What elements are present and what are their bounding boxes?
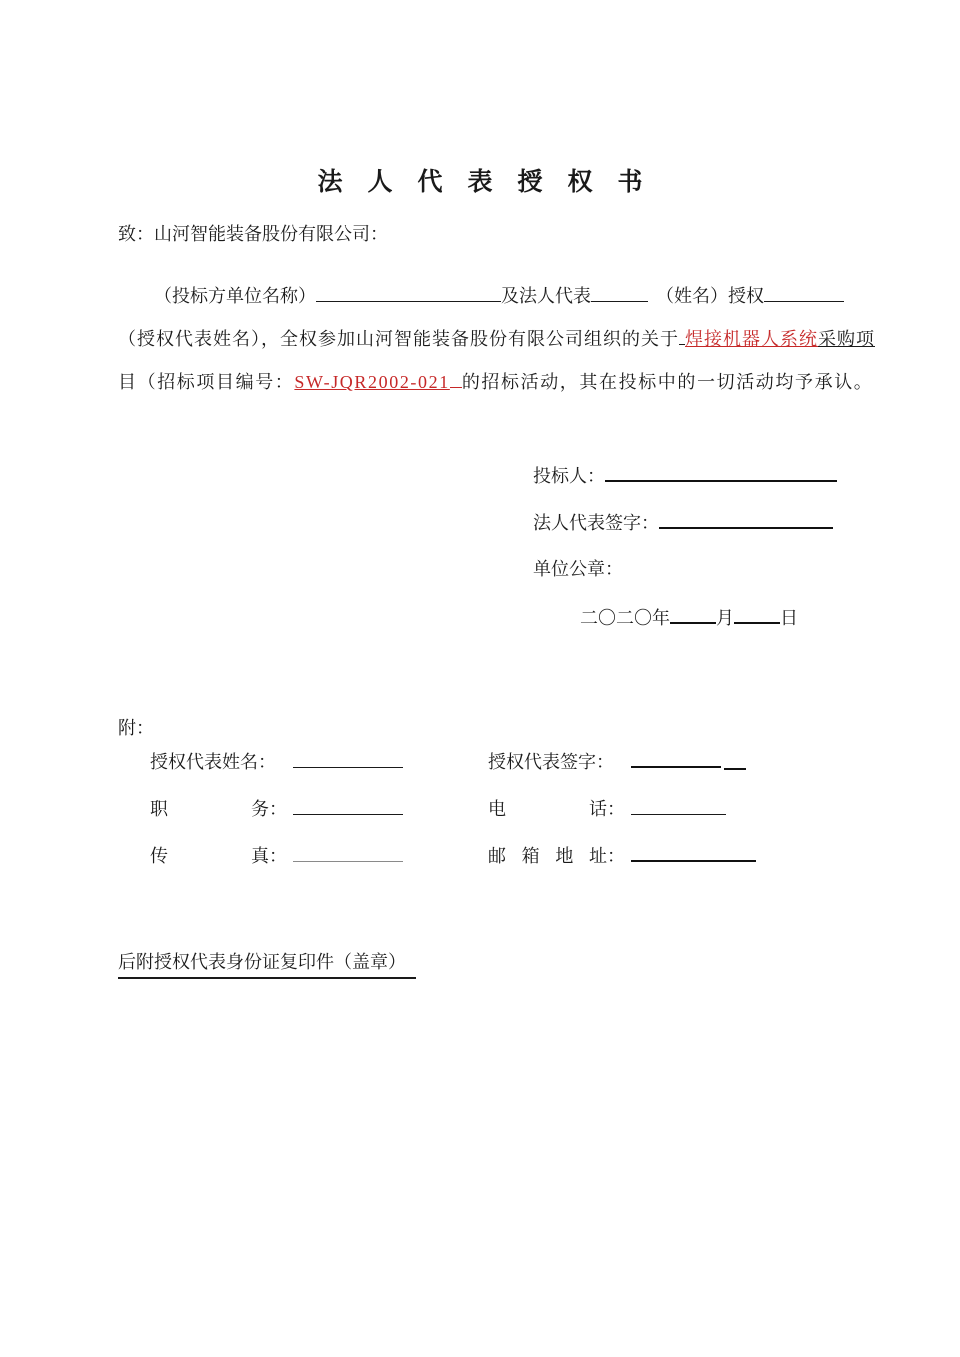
blank-day	[734, 607, 780, 624]
blank-authorized-rep-name	[764, 286, 844, 302]
salutation-line: 致：山河智能装备股份有限公司：	[118, 224, 388, 244]
blank-legal-rep-signature	[659, 512, 833, 529]
field-rep-signature	[488, 748, 746, 774]
blank-month	[670, 607, 716, 624]
date-year-text: 二〇二〇年	[580, 608, 670, 628]
blank-phone	[631, 799, 726, 815]
position-label	[150, 795, 287, 821]
blank-rep-signature-segment	[724, 753, 746, 770]
blank-bidder-company-name	[316, 286, 501, 302]
body-paragraph	[118, 275, 875, 404]
company-seal-label: 单位公章：	[533, 559, 623, 579]
blank-rep-signature	[631, 751, 721, 768]
blank-legal-rep-name	[591, 286, 648, 302]
fax-label-char: 真：	[251, 846, 287, 866]
fax-label-char: 传	[150, 846, 168, 866]
legal-rep-signature-label: 法人代表签字：	[533, 513, 659, 533]
phone-label-char: 电	[488, 799, 506, 819]
phone-label-char: 话：	[589, 799, 625, 819]
rep-name-label: 授权代表姓名：	[150, 752, 276, 772]
bidder-signature-row	[533, 462, 837, 488]
date-month-text: 月	[716, 608, 734, 628]
date-day-text: 日	[780, 608, 798, 628]
blank-position	[293, 799, 403, 815]
date-line	[580, 604, 798, 630]
body-text-run: 及法人代表	[501, 286, 591, 306]
project-number-highlight: SW-JQR2002-021	[294, 372, 450, 392]
blank-fax	[293, 846, 403, 862]
bidder-label: 投标人：	[533, 466, 605, 486]
email-label	[488, 842, 625, 868]
footer-note: 后附授权代表身份证复印件（盖章）	[118, 948, 416, 979]
body-text-run: （授权代表姓名），全权参加山河智能装备股份有限公司组织的关于	[118, 329, 679, 349]
underline-trail-segment	[450, 372, 462, 388]
body-text-run: 目（招标项目编号：	[118, 372, 295, 392]
body-text-run-underlined: 采购项	[818, 329, 875, 349]
fax-label	[150, 842, 287, 868]
blank-email	[631, 845, 756, 862]
field-rep-name	[150, 748, 403, 774]
email-label-char: 地	[555, 846, 574, 866]
blank-bidder-signature	[605, 465, 837, 482]
body-line-3	[118, 361, 874, 404]
email-label-char: 邮	[488, 846, 506, 866]
phone-label	[488, 795, 625, 821]
position-label-char: 务：	[251, 799, 287, 819]
body-text-run: （投标方单位名称）	[154, 286, 316, 306]
project-name-highlight: 焊接机器人系统	[685, 329, 818, 349]
email-label-char: 址：	[588, 846, 625, 866]
email-label-char: 箱	[521, 846, 540, 866]
position-label-char: 职	[150, 799, 168, 819]
company-seal-row	[533, 555, 623, 581]
attachment-heading: 附：	[118, 718, 154, 738]
body-text-run: 的招标活动，其在投标中的一切活动均予承认。	[461, 372, 874, 392]
body-text-run: （姓名）授权	[656, 286, 764, 306]
field-phone	[488, 795, 726, 821]
field-email	[488, 842, 756, 868]
field-fax	[150, 842, 403, 868]
blank-rep-name	[293, 752, 403, 768]
field-position	[150, 795, 403, 821]
rep-signature-label: 授权代表签字：	[488, 752, 614, 772]
document-title: 法人代表授权书	[317, 169, 668, 196]
legal-rep-signature-row	[533, 509, 833, 535]
body-line-1	[118, 275, 866, 318]
body-line-2	[118, 318, 875, 361]
